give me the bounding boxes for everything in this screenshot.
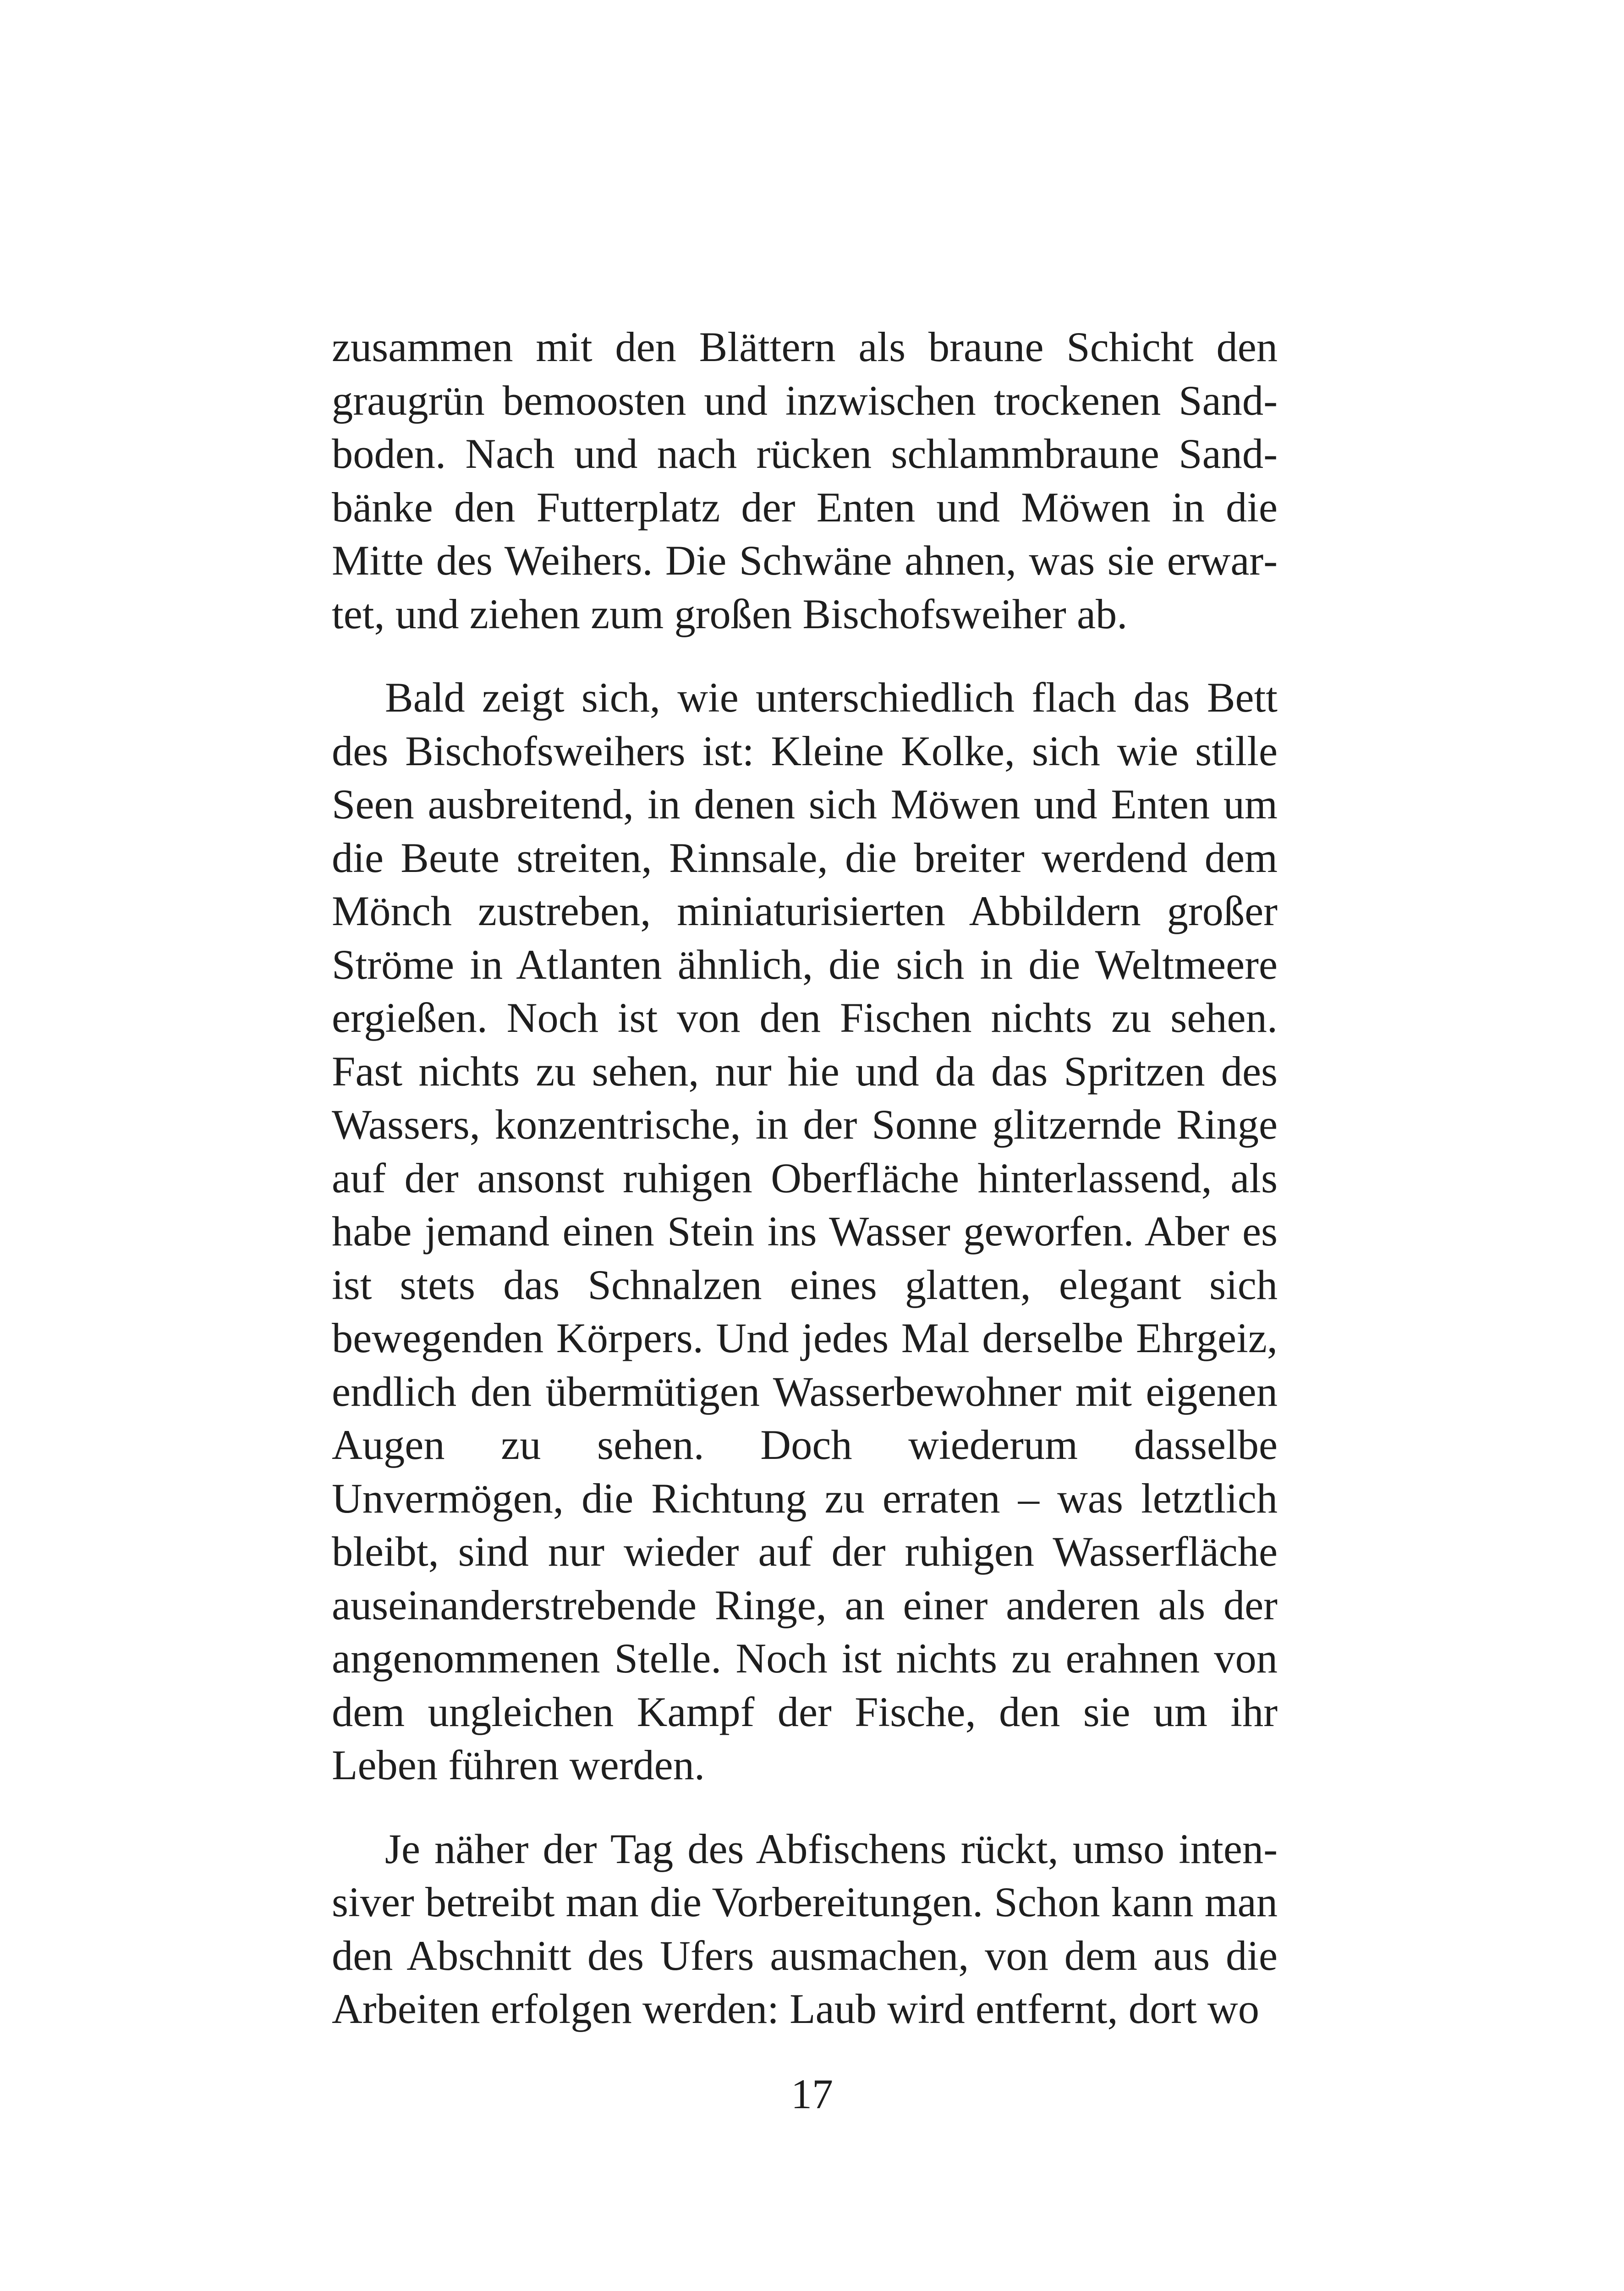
body-text <box>332 321 1278 2036</box>
paragraph-3: Je näher der Tag des Abfischens rückt, umso intensiver betreibt man die Vorbereitungen. Schon kann man den Abschnitt des Ufers ausmachen, von dem aus die Arbeiten erfolgen werden: Laub wird entfernt, dort wo <box>332 1825 1278 2033</box>
paragraph-2: Bald zeigt sich, wie unterschiedlich flach das Bett des Bischofsweihers ist: Kleine Kolke, sich wie stille Seen ausbreitend, in denen sich Möwen und Enten um die Beute streiten, Rinnsale, die breiter werdend dem Mönch zustreben, miniaturisierten Abbildern großer Ströme in Atlanten ähnlich, die sich in die Weltmeere ergießen. Noch ist von den Fischen nichts zu sehen. Fast nichts zu sehen, nur hie und da das Spritzen des Wassers, konzentrische, in der Sonne glitzernde Ringe auf der ansonst ruhigen Oberfläche hinterlassend, als habe jemand einen Stein ins Wasser geworfen. Aber es ist stets das Schnalzen eines glatten, elegant sich bewegenden Körpers. Und jedes Mal derselbe Ehrgeiz, endlich den übermütigen Wasserbewohner mit eigenen Augen zu sehen. Doch wiederum dasselbe Unvermögen, die Richtung zu erraten – was letztlich bleibt, sind nur wieder auf der ruhigen Wasserfläche auseinanderstrebende Ringe, an einer anderen als der angenommenen Stelle. Noch ist nichts zu erahnen von dem ungleichen Kampf der Fische, den sie um ihr Leben führen werden. <box>332 674 1278 1789</box>
paragraph-1: zusammen mit den Blättern als braune Schicht den graugrün bemoosten und inzwischen trockenen Sandboden. Nach und nach rücken schlammbraune Sandbänke den Futterplatz der Enten und Möwen in die Mitte des Weihers. Die Schwäne ahnen, was sie erwartet, und ziehen zum großen Bischofsweiher ab. <box>332 324 1278 638</box>
page-number: 17 <box>791 2071 833 2117</box>
